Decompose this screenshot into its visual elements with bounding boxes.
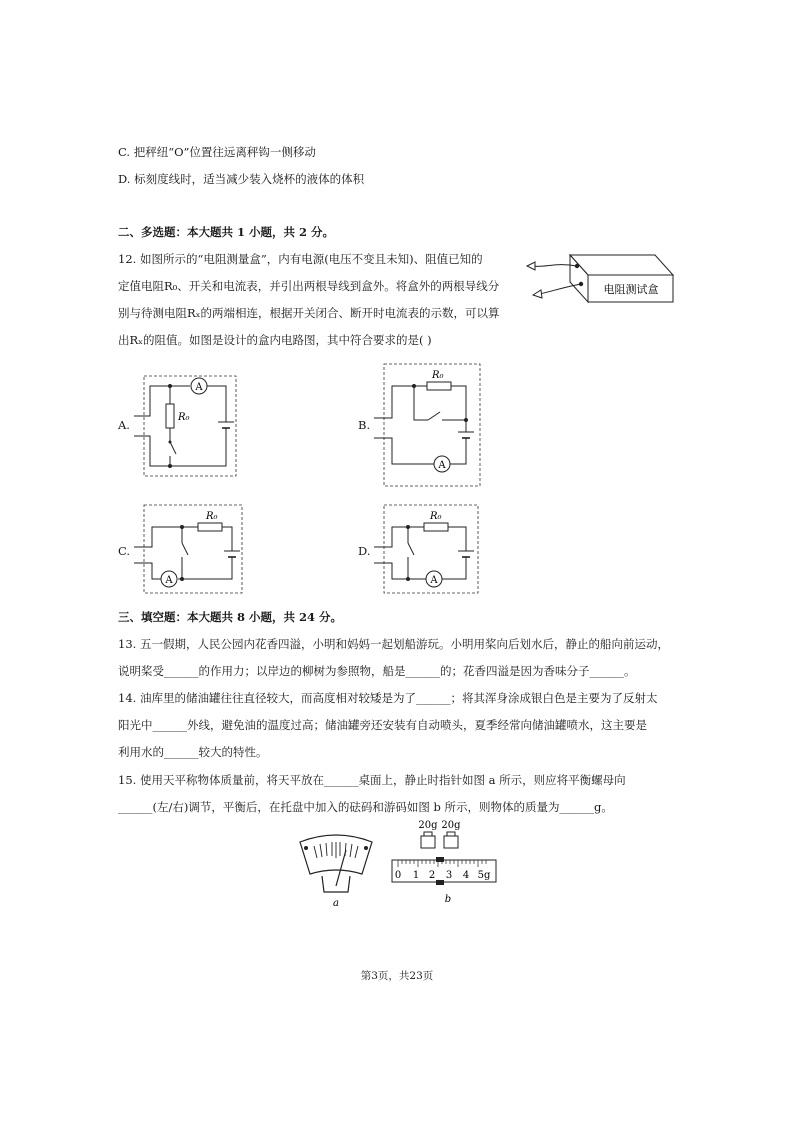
r0-label: R₀ [430, 511, 442, 522]
q14-line2: 阳光中______外线，避免油的温度过高；储油罐旁还安装有自动喷头，夏季经常向储油罐喷水，这主要是 [118, 718, 647, 732]
scale-tick-0: 0 [394, 870, 402, 881]
q13-line1: 13. 五一假期，人民公园内花香四溢，小明和妈妈一起划船游玩。小明用桨向后划水后，静止的船向前运动， [118, 637, 669, 651]
q15-line1: 15. 使用天平称物体质量前，将天平放在______桌面上，静止时指针如图 a 所示，则应将平衡螺母向 [118, 773, 626, 787]
resistance-test-box-figure [525, 250, 685, 310]
weights-and-scale-figure [388, 816, 500, 906]
q14-line1: 14. 油库里的储油罐往往直径较大，而高度相对较矮是为了______；将其浑身涂成银白色是主要为了反射太 [118, 691, 658, 705]
section3-heading: 三、填空题：本大题共 8 小题，共 24 分。 [118, 610, 343, 624]
scale-tick-2: 2 [428, 870, 436, 881]
q12-line3: 别与待测电阻Rₓ的两端相连，根据开关闭合、断开时电流表的示数，可以算 [118, 306, 500, 320]
circuit-b [372, 362, 484, 490]
circuit-c [132, 503, 247, 597]
option-d-q11: D. 标刻度线时，适当减少装入烧杯的液体的体积 [118, 172, 365, 186]
q14-line3: 利用水的______较大的特性。 [118, 745, 268, 759]
weight-label-2: 20g [441, 820, 461, 831]
r0-label: R₀ [432, 370, 444, 381]
q15-line2: ______(左/右)调节，平衡后，在托盘中加入的砝码和游码如图 b 所示，则物体的质量为______g。 [118, 800, 613, 814]
circuit-a [132, 374, 242, 486]
ammeter-label: A [195, 382, 203, 393]
option-b-label: B. [358, 418, 371, 432]
q13-line2: 说明桨受______的作用力；以岸边的柳树为参照物，船是______的；花香四溢是因为香味分子______。 [118, 664, 636, 678]
option-a-label: A. [118, 418, 130, 432]
scale-tick-5: 5g [477, 870, 491, 881]
figure-a-caption: a [333, 898, 339, 909]
r0-label: R₀ [178, 412, 190, 423]
q12-line4: 出Rₓ的阻值。如图是设计的盒内电路图，其中符合要求的是( ) [118, 333, 432, 347]
box-label: 电阻测试盒 [603, 283, 659, 296]
ammeter-label: A [438, 460, 446, 471]
section2-heading: 二、多选题：本大题共 1 小题，共 2 分。 [118, 225, 335, 239]
circuit-d [372, 503, 482, 597]
page-footer: 第3页，共23页 [360, 970, 434, 982]
r0-label: R₀ [206, 511, 218, 522]
scale-tick-1: 1 [412, 870, 420, 881]
weight-label-1: 20g [418, 820, 438, 831]
ammeter-label: A [430, 575, 438, 586]
q12-line1: 12. 如图所示的“电阻测量盒”，内有电源(电压不变且未知)、阻值已知的 [118, 252, 483, 266]
option-c-label: C. [118, 544, 131, 558]
scale-tick-4: 4 [462, 870, 470, 881]
q12-line2: 定值电阻R₀、开关和电流表，并引出两根导线到盒外。将盒外的两根导线分 [118, 279, 500, 293]
ammeter-label: A [165, 575, 173, 586]
balance-pointer-figure [296, 832, 376, 910]
scale-tick-3: 3 [445, 870, 453, 881]
option-d-label: D. [358, 544, 371, 558]
option-c-q11: C. 把秤纽“O”位置往远离秤钩一侧移动 [118, 145, 316, 159]
figure-b-caption: b [444, 894, 452, 905]
